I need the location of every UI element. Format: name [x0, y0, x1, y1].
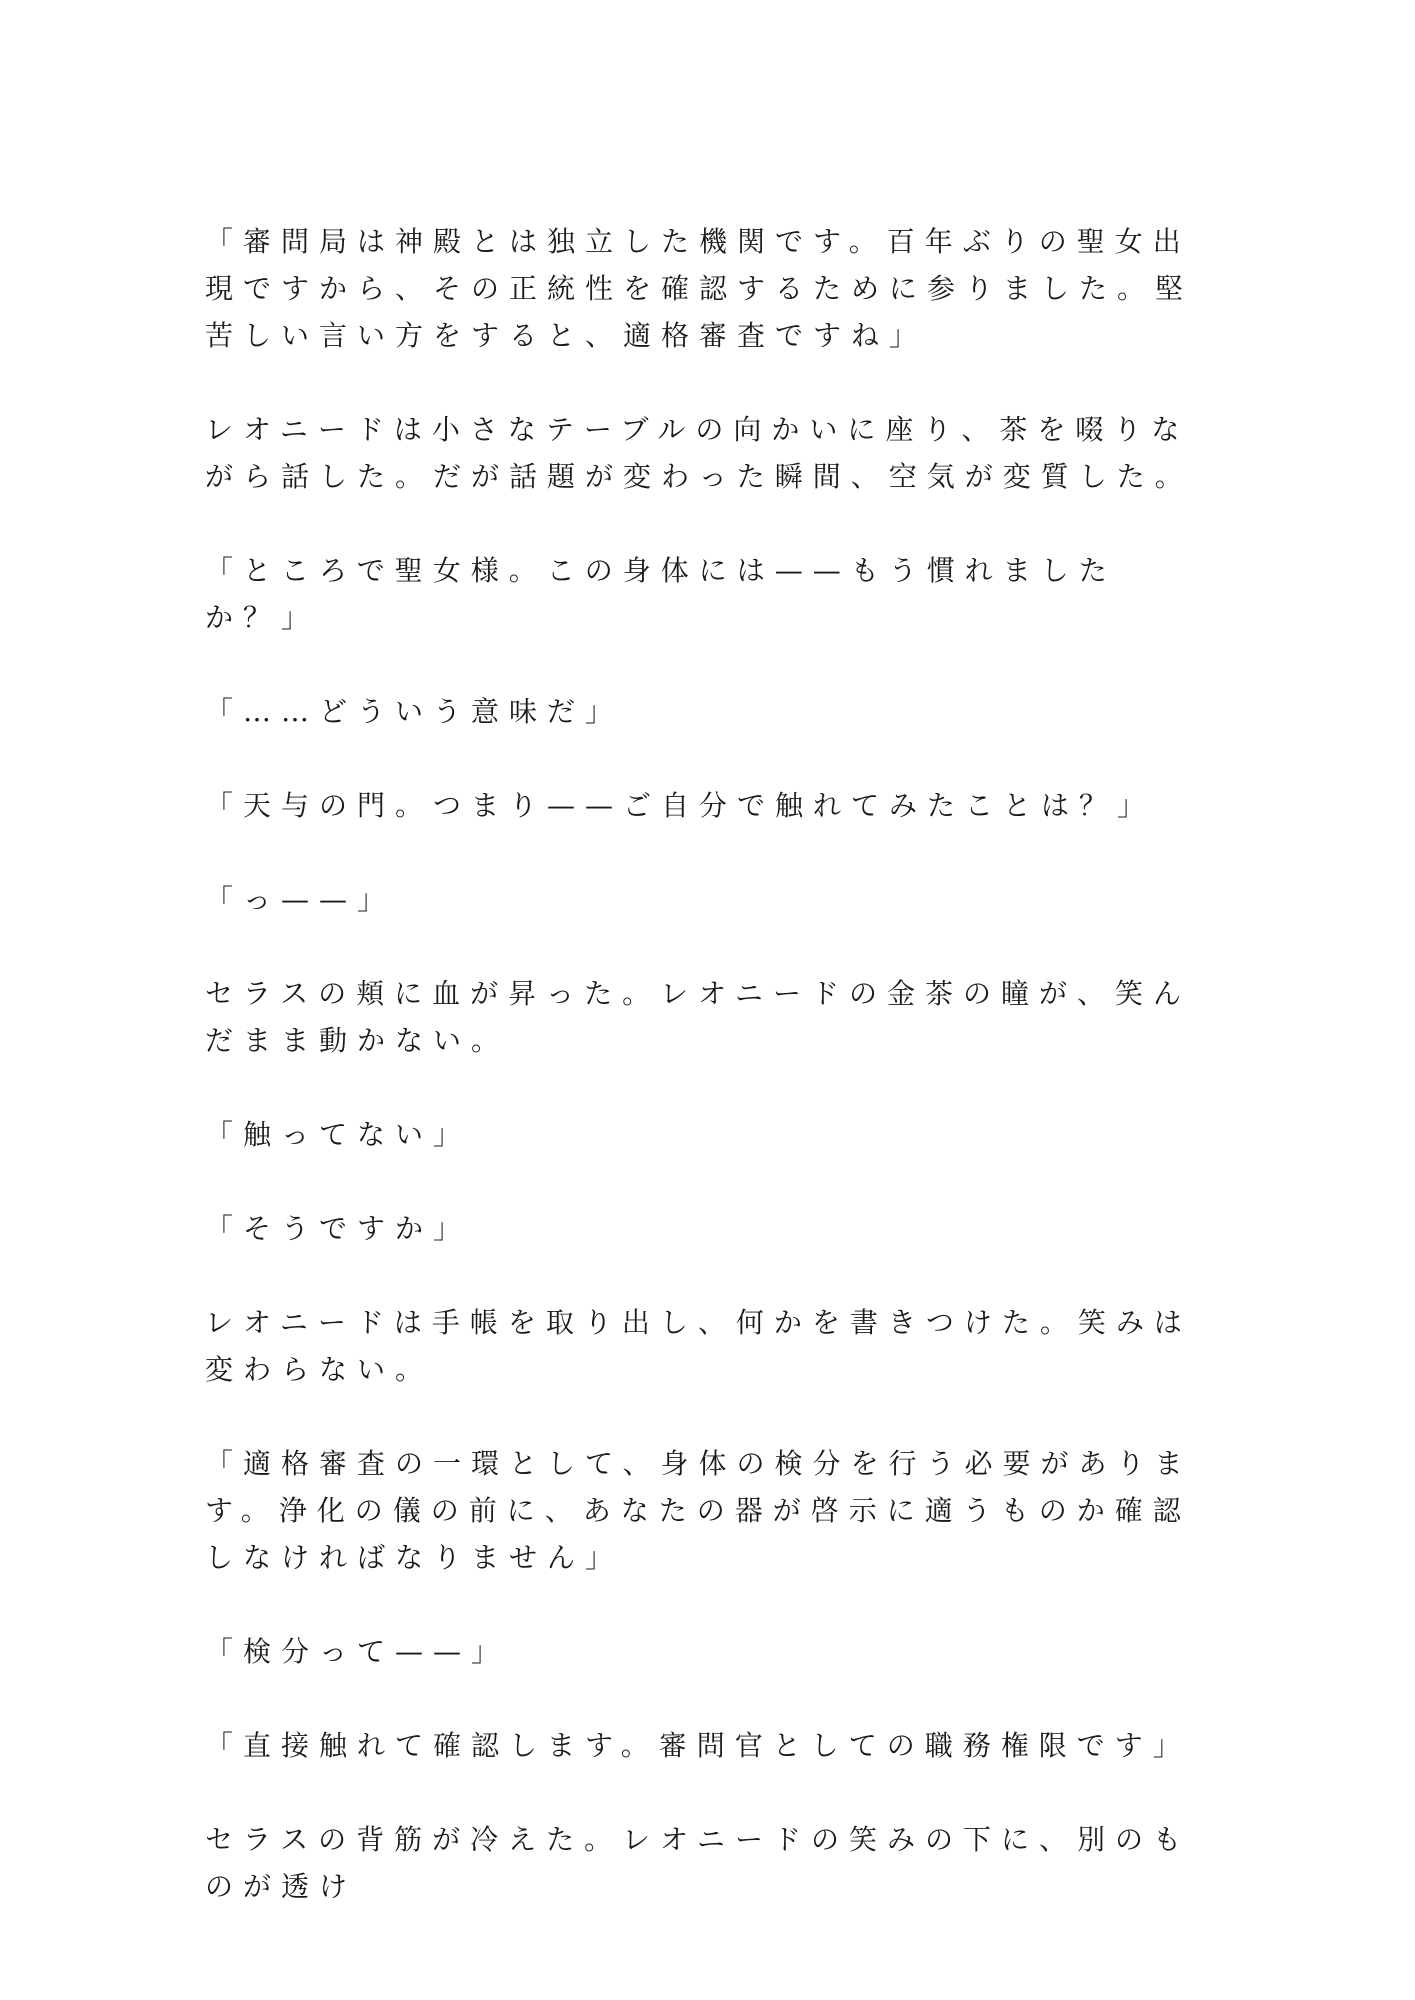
paragraph: 「直接触れて確認します。審問官としての職務権限です」	[205, 1729, 1191, 1762]
paragraph: 「触ってない」	[205, 1118, 472, 1151]
paragraph: レオニードは手帳を取り出し、何かを書きつけた。笑みは変わらない。	[205, 1306, 1192, 1386]
paragraph: 「そうですか」	[205, 1212, 472, 1245]
paragraph: セラスの背筋が冷えた。レオニードの笑みの下に、別のものが透け	[205, 1823, 1192, 1903]
paragraph: 「ところで聖女様。この身体には——もう慣れましたか？」	[205, 554, 1117, 634]
paragraph: 「っ——」	[205, 883, 396, 916]
paragraph: レオニードは小さなテーブルの向かいに座り、茶を啜りながら話した。だが話題が変わった瞬間、空気が変質した。	[205, 413, 1193, 493]
paragraph: 「天与の門。つまり——ご自分で触れてみたことは？」	[205, 789, 1156, 822]
paragraph: 「検分って——」	[205, 1635, 510, 1668]
body-text	[205, 218, 1210, 1957]
paragraph: 「適格審査の一環として、身体の検分を行う必要があります。浄化の儀の前に、あなたの器が啓示に適うものか確認しなければなりません」	[205, 1447, 1193, 1574]
paragraph: 「……どういう意味だ」	[205, 695, 624, 728]
paragraph: 「審問局は神殿とは独立した機関です。百年ぶりの聖女出現ですから、その正統性を確認するために参りました。堅苦しい言い方をすると、適格審査ですね」	[205, 225, 1194, 352]
paragraph: セラスの頬に血が昇った。レオニードの金茶の瞳が、笑んだまま動かない。	[205, 977, 1192, 1057]
